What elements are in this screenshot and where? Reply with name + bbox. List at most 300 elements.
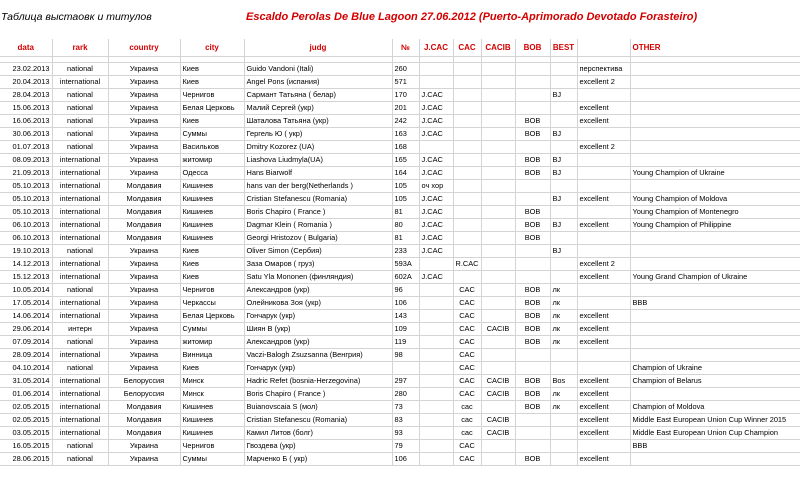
col-header-number[interactable]: № bbox=[392, 39, 419, 57]
cell-cac[interactable]: CAC bbox=[453, 440, 481, 453]
cell-date[interactable]: 30.06.2013 bbox=[0, 128, 52, 141]
cell-date[interactable]: 15.06.2013 bbox=[0, 102, 52, 115]
cell-other[interactable]: Middle East European Union Cup Winner 2015 bbox=[630, 414, 800, 427]
cell-cacib[interactable] bbox=[481, 362, 515, 375]
cell-jcac[interactable] bbox=[419, 401, 453, 414]
cell-other[interactable] bbox=[630, 232, 800, 245]
cell-judge[interactable]: hans van der berg(Netherlands ) bbox=[244, 180, 392, 193]
cell-date[interactable]: 20.04.2013 bbox=[0, 76, 52, 89]
cell-other[interactable]: BBB bbox=[630, 297, 800, 310]
cell-cacib[interactable] bbox=[481, 440, 515, 453]
cell-date[interactable]: 06.10.2013 bbox=[0, 232, 52, 245]
cell-cacib[interactable] bbox=[481, 310, 515, 323]
cell-grade[interactable]: excellent bbox=[577, 453, 630, 466]
cell-bob[interactable] bbox=[515, 245, 550, 258]
cell-country[interactable]: Украина bbox=[108, 154, 180, 167]
cell-date[interactable]: 02.05.2015 bbox=[0, 401, 52, 414]
cell-best[interactable]: BJ bbox=[550, 245, 577, 258]
cell-date[interactable]: 15.12.2013 bbox=[0, 271, 52, 284]
cell-bob[interactable]: BOB bbox=[515, 388, 550, 401]
cell-jcac[interactable]: J.CAC bbox=[419, 115, 453, 128]
cell-grade[interactable]: excellent 2 bbox=[577, 141, 630, 154]
cell-best[interactable] bbox=[550, 362, 577, 375]
cell-cacib[interactable] bbox=[481, 258, 515, 271]
cell-jcac[interactable] bbox=[419, 258, 453, 271]
cell-rank[interactable]: international bbox=[52, 167, 108, 180]
cell-cac[interactable] bbox=[453, 141, 481, 154]
cell-cac[interactable] bbox=[453, 89, 481, 102]
cell-rank[interactable]: international bbox=[52, 154, 108, 167]
cell-rank[interactable]: интерн bbox=[52, 323, 108, 336]
cell-other[interactable] bbox=[630, 115, 800, 128]
cell-number[interactable]: 593A bbox=[392, 258, 419, 271]
cell-bob[interactable]: BOB bbox=[515, 154, 550, 167]
cell-cacib[interactable]: CACIB bbox=[481, 427, 515, 440]
cell-country[interactable]: Молдавия bbox=[108, 232, 180, 245]
cell-date[interactable]: 14.06.2014 bbox=[0, 310, 52, 323]
cell-city[interactable]: Чернигов bbox=[180, 440, 244, 453]
col-header-judge[interactable]: judg bbox=[244, 39, 392, 57]
cell-best[interactable]: лк bbox=[550, 336, 577, 349]
cell-judge[interactable]: Камил Литов (болг) bbox=[244, 427, 392, 440]
cell-cacib[interactable] bbox=[481, 245, 515, 258]
cell-bob[interactable] bbox=[515, 76, 550, 89]
cell-bob[interactable] bbox=[515, 89, 550, 102]
cell-rank[interactable]: international bbox=[52, 401, 108, 414]
cell-judge[interactable]: Angel Pons (испания) bbox=[244, 76, 392, 89]
cell-judge[interactable]: Сармант Татьяна ( белар) bbox=[244, 89, 392, 102]
cell-country[interactable]: Белоруссия bbox=[108, 375, 180, 388]
col-header-best[interactable]: BEST bbox=[550, 39, 577, 57]
col-header-bob[interactable]: BOB bbox=[515, 39, 550, 57]
cell-city[interactable]: Суммы bbox=[180, 453, 244, 466]
cell-jcac[interactable] bbox=[419, 336, 453, 349]
cell-grade[interactable] bbox=[577, 284, 630, 297]
cell-bob[interactable]: BOB bbox=[515, 453, 550, 466]
cell-best[interactable]: BJ bbox=[550, 128, 577, 141]
cell-best[interactable]: лк bbox=[550, 284, 577, 297]
col-header-cac[interactable]: CAC bbox=[453, 39, 481, 57]
cell-rank[interactable]: national bbox=[52, 453, 108, 466]
cell-cacib[interactable] bbox=[481, 206, 515, 219]
cell-grade[interactable] bbox=[577, 362, 630, 375]
cell-number[interactable]: 81 bbox=[392, 206, 419, 219]
cell-city[interactable]: Суммы bbox=[180, 128, 244, 141]
cell-rank[interactable]: international bbox=[52, 349, 108, 362]
cell-jcac[interactable]: J.CAC bbox=[419, 154, 453, 167]
cell-cac[interactable]: CAC bbox=[453, 284, 481, 297]
cell-other[interactable] bbox=[630, 310, 800, 323]
cell-grade[interactable]: excellent bbox=[577, 102, 630, 115]
cell-best[interactable] bbox=[550, 141, 577, 154]
cell-city[interactable]: Белая Церковь bbox=[180, 310, 244, 323]
cell-grade[interactable]: excellent bbox=[577, 336, 630, 349]
cell-date[interactable]: 21.09.2013 bbox=[0, 167, 52, 180]
cell-bob[interactable] bbox=[515, 271, 550, 284]
cell-grade[interactable] bbox=[577, 232, 630, 245]
cell-other[interactable] bbox=[630, 180, 800, 193]
cell-date[interactable]: 19.10.2013 bbox=[0, 245, 52, 258]
cell-date[interactable]: 28.09.2014 bbox=[0, 349, 52, 362]
cell-country[interactable]: Украина bbox=[108, 349, 180, 362]
cell-other[interactable] bbox=[630, 349, 800, 362]
cell-number[interactable]: 201 bbox=[392, 102, 419, 115]
cell-grade[interactable]: excellent bbox=[577, 115, 630, 128]
cell-jcac[interactable] bbox=[419, 440, 453, 453]
cell-rank[interactable]: national bbox=[52, 63, 108, 76]
cell-judge[interactable]: Гергель Ю ( укр) bbox=[244, 128, 392, 141]
cell-other[interactable] bbox=[630, 336, 800, 349]
cell-rank[interactable]: international bbox=[52, 180, 108, 193]
cell-number[interactable]: 170 bbox=[392, 89, 419, 102]
cell-judge[interactable]: Guido Vandoni (Itali) bbox=[244, 63, 392, 76]
cell-best[interactable] bbox=[550, 427, 577, 440]
col-header-rank[interactable]: rark bbox=[52, 39, 108, 57]
cell-cacib[interactable] bbox=[481, 128, 515, 141]
cell-other[interactable] bbox=[630, 89, 800, 102]
cell-rank[interactable]: national bbox=[52, 362, 108, 375]
cell-cac[interactable]: сас bbox=[453, 427, 481, 440]
cell-grade[interactable]: excellent bbox=[577, 271, 630, 284]
col-header-jcac[interactable]: J.CAC bbox=[419, 39, 453, 57]
cell-rank[interactable]: national bbox=[52, 141, 108, 154]
cell-cac[interactable] bbox=[453, 193, 481, 206]
cell-cacib[interactable] bbox=[481, 154, 515, 167]
cell-cac[interactable] bbox=[453, 180, 481, 193]
cell-bob[interactable]: BOB bbox=[515, 297, 550, 310]
cell-country[interactable]: Украина bbox=[108, 141, 180, 154]
cell-grade[interactable] bbox=[577, 180, 630, 193]
cell-cacib[interactable] bbox=[481, 115, 515, 128]
cell-other[interactable] bbox=[630, 63, 800, 76]
cell-bob[interactable]: BOB bbox=[515, 232, 550, 245]
cell-other[interactable]: Young Champion of Philippine bbox=[630, 219, 800, 232]
cell-judge[interactable]: Малий Сергей (укр) bbox=[244, 102, 392, 115]
col-header-other[interactable]: OTHER bbox=[630, 39, 800, 57]
cell-rank[interactable]: international bbox=[52, 414, 108, 427]
cell-best[interactable] bbox=[550, 206, 577, 219]
cell-cac[interactable] bbox=[453, 102, 481, 115]
cell-city[interactable]: житомир bbox=[180, 336, 244, 349]
cell-number[interactable]: 93 bbox=[392, 427, 419, 440]
col-header-country[interactable]: country bbox=[108, 39, 180, 57]
cell-other[interactable]: BBB bbox=[630, 440, 800, 453]
cell-country[interactable]: Украина bbox=[108, 323, 180, 336]
cell-other[interactable]: Young Champion of Montenegro bbox=[630, 206, 800, 219]
cell-country[interactable]: Молдавия bbox=[108, 180, 180, 193]
cell-best[interactable] bbox=[550, 349, 577, 362]
cell-cacib[interactable] bbox=[481, 102, 515, 115]
cell-country[interactable]: Украина bbox=[108, 245, 180, 258]
cell-date[interactable]: 14.12.2013 bbox=[0, 258, 52, 271]
cell-judge[interactable]: Марченко Б ( укр) bbox=[244, 453, 392, 466]
cell-grade[interactable] bbox=[577, 245, 630, 258]
cell-jcac[interactable] bbox=[419, 76, 453, 89]
cell-best[interactable] bbox=[550, 271, 577, 284]
cell-cac[interactable]: CAC bbox=[453, 388, 481, 401]
cell-country[interactable]: Молдавия bbox=[108, 193, 180, 206]
cell-cacib[interactable] bbox=[481, 349, 515, 362]
col-header-city[interactable]: city bbox=[180, 39, 244, 57]
cell-country[interactable]: Украина bbox=[108, 258, 180, 271]
cell-number[interactable]: 163 bbox=[392, 128, 419, 141]
cell-bob[interactable] bbox=[515, 193, 550, 206]
cell-jcac[interactable]: J.CAC bbox=[419, 219, 453, 232]
cell-best[interactable]: лк bbox=[550, 310, 577, 323]
cell-jcac[interactable]: J.CAC bbox=[419, 128, 453, 141]
cell-date[interactable]: 16.06.2013 bbox=[0, 115, 52, 128]
cell-judge[interactable]: Satu Yla Mononen (финляндия) bbox=[244, 271, 392, 284]
cell-city[interactable]: Кишинев bbox=[180, 414, 244, 427]
cell-bob[interactable] bbox=[515, 141, 550, 154]
cell-country[interactable]: Украина bbox=[108, 362, 180, 375]
cell-cacib[interactable] bbox=[481, 297, 515, 310]
cell-jcac[interactable] bbox=[419, 349, 453, 362]
cell-grade[interactable] bbox=[577, 89, 630, 102]
cell-date[interactable]: 17.05.2014 bbox=[0, 297, 52, 310]
cell-cac[interactable]: CAC bbox=[453, 453, 481, 466]
cell-city[interactable]: Киев bbox=[180, 63, 244, 76]
cell-best[interactable]: лк bbox=[550, 388, 577, 401]
cell-city[interactable]: Белая Церковь bbox=[180, 102, 244, 115]
cell-number[interactable] bbox=[392, 362, 419, 375]
cell-number[interactable]: 106 bbox=[392, 453, 419, 466]
cell-other[interactable] bbox=[630, 258, 800, 271]
cell-number[interactable]: 105 bbox=[392, 193, 419, 206]
cell-bob[interactable]: BOB bbox=[515, 128, 550, 141]
cell-number[interactable]: 109 bbox=[392, 323, 419, 336]
cell-bob[interactable] bbox=[515, 63, 550, 76]
cell-judge[interactable]: Hadric Refet (bosnia-Herzegovina) bbox=[244, 375, 392, 388]
cell-cac[interactable]: CAC bbox=[453, 349, 481, 362]
cell-city[interactable]: Минск bbox=[180, 375, 244, 388]
cell-date[interactable]: 23.02.2013 bbox=[0, 63, 52, 76]
cell-grade[interactable]: excellent bbox=[577, 414, 630, 427]
cell-jcac[interactable]: J.CAC bbox=[419, 193, 453, 206]
cell-judge[interactable]: Гвоздева (укр) bbox=[244, 440, 392, 453]
cell-bob[interactable]: BOB bbox=[515, 206, 550, 219]
cell-date[interactable]: 05.10.2013 bbox=[0, 180, 52, 193]
cell-date[interactable]: 29.06.2014 bbox=[0, 323, 52, 336]
cell-jcac[interactable]: J.CAC bbox=[419, 232, 453, 245]
cell-best[interactable] bbox=[550, 76, 577, 89]
cell-grade[interactable] bbox=[577, 440, 630, 453]
cell-other[interactable]: Champion of Ukraine bbox=[630, 362, 800, 375]
cell-grade[interactable] bbox=[577, 167, 630, 180]
cell-jcac[interactable] bbox=[419, 323, 453, 336]
cell-cac[interactable] bbox=[453, 167, 481, 180]
cell-cacib[interactable]: CACIB bbox=[481, 323, 515, 336]
cell-best[interactable] bbox=[550, 440, 577, 453]
cell-number[interactable]: 83 bbox=[392, 414, 419, 427]
cell-jcac[interactable]: J.CAC bbox=[419, 102, 453, 115]
cell-jcac[interactable] bbox=[419, 141, 453, 154]
cell-rank[interactable]: international bbox=[52, 219, 108, 232]
cell-grade[interactable] bbox=[577, 206, 630, 219]
cell-date[interactable]: 28.04.2013 bbox=[0, 89, 52, 102]
cell-grade[interactable]: excellent bbox=[577, 219, 630, 232]
cell-jcac[interactable]: J.CAC bbox=[419, 271, 453, 284]
cell-cacib[interactable] bbox=[481, 180, 515, 193]
cell-best[interactable]: BJ bbox=[550, 89, 577, 102]
cell-number[interactable]: 106 bbox=[392, 297, 419, 310]
cell-number[interactable]: 168 bbox=[392, 141, 419, 154]
cell-cac[interactable] bbox=[453, 271, 481, 284]
cell-cacib[interactable] bbox=[481, 141, 515, 154]
cell-cac[interactable]: CAC bbox=[453, 297, 481, 310]
cell-cacib[interactable] bbox=[481, 193, 515, 206]
cell-number[interactable]: 80 bbox=[392, 219, 419, 232]
cell-other[interactable]: Young Champion of Ukraine bbox=[630, 167, 800, 180]
cell-country[interactable]: Украина bbox=[108, 76, 180, 89]
cell-grade[interactable]: excellent bbox=[577, 193, 630, 206]
cell-date[interactable]: 10.05.2014 bbox=[0, 284, 52, 297]
cell-other[interactable] bbox=[630, 76, 800, 89]
cell-number[interactable]: 571 bbox=[392, 76, 419, 89]
cell-grade[interactable]: excellent bbox=[577, 388, 630, 401]
cell-bob[interactable]: BOB bbox=[515, 310, 550, 323]
cell-other[interactable]: Middle East European Union Cup Champion bbox=[630, 427, 800, 440]
cell-number[interactable]: 143 bbox=[392, 310, 419, 323]
cell-cacib[interactable]: CACIB bbox=[481, 375, 515, 388]
cell-best[interactable]: лк bbox=[550, 401, 577, 414]
cell-jcac[interactable] bbox=[419, 63, 453, 76]
cell-city[interactable]: Киев bbox=[180, 245, 244, 258]
cell-cac[interactable]: сас bbox=[453, 401, 481, 414]
cell-judge[interactable]: Александров (укр) bbox=[244, 336, 392, 349]
cell-bob[interactable] bbox=[515, 414, 550, 427]
cell-best[interactable] bbox=[550, 102, 577, 115]
cell-cac[interactable]: CAC bbox=[453, 375, 481, 388]
cell-country[interactable]: Молдавия bbox=[108, 427, 180, 440]
cell-city[interactable]: Киев bbox=[180, 271, 244, 284]
cell-judge[interactable]: Заза Омаров ( груз) bbox=[244, 258, 392, 271]
cell-judge[interactable]: Cristian Stefanescu (Romania) bbox=[244, 414, 392, 427]
cell-jcac[interactable] bbox=[419, 310, 453, 323]
cell-judge[interactable]: Александров (укр) bbox=[244, 284, 392, 297]
cell-date[interactable]: 08.09.2013 bbox=[0, 154, 52, 167]
cell-cac[interactable] bbox=[453, 63, 481, 76]
cell-grade[interactable]: excellent 2 bbox=[577, 76, 630, 89]
cell-cac[interactable]: R.CAC bbox=[453, 258, 481, 271]
cell-judge[interactable]: Гончарук (укр) bbox=[244, 362, 392, 375]
cell-cac[interactable] bbox=[453, 219, 481, 232]
cell-bob[interactable] bbox=[515, 440, 550, 453]
cell-number[interactable]: 105 bbox=[392, 180, 419, 193]
cell-jcac[interactable]: J.CAC bbox=[419, 89, 453, 102]
cell-jcac[interactable]: J.CAC bbox=[419, 206, 453, 219]
cell-city[interactable]: Кишинев bbox=[180, 180, 244, 193]
cell-grade[interactable]: excellent bbox=[577, 310, 630, 323]
cell-rank[interactable]: international bbox=[52, 310, 108, 323]
cell-other[interactable] bbox=[630, 284, 800, 297]
cell-country[interactable]: Молдавия bbox=[108, 206, 180, 219]
cell-other[interactable] bbox=[630, 141, 800, 154]
cell-date[interactable]: 16.05.2015 bbox=[0, 440, 52, 453]
cell-judge[interactable]: Boris Chapiro ( France ) bbox=[244, 388, 392, 401]
cell-cac[interactable]: CAC bbox=[453, 336, 481, 349]
cell-cac[interactable] bbox=[453, 115, 481, 128]
cell-cacib[interactable] bbox=[481, 76, 515, 89]
cell-city[interactable]: Минск bbox=[180, 388, 244, 401]
cell-cac[interactable]: CAC bbox=[453, 362, 481, 375]
cell-grade[interactable] bbox=[577, 154, 630, 167]
cell-cacib[interactable] bbox=[481, 167, 515, 180]
cell-cac[interactable]: CAC bbox=[453, 323, 481, 336]
cell-other[interactable] bbox=[630, 102, 800, 115]
cell-city[interactable]: Киев bbox=[180, 362, 244, 375]
cell-bob[interactable] bbox=[515, 362, 550, 375]
cell-cac[interactable] bbox=[453, 128, 481, 141]
col-header-date[interactable]: data bbox=[0, 39, 52, 57]
cell-bob[interactable]: BOB bbox=[515, 115, 550, 128]
cell-bob[interactable]: BOB bbox=[515, 167, 550, 180]
cell-country[interactable]: Украина bbox=[108, 115, 180, 128]
cell-cacib[interactable] bbox=[481, 232, 515, 245]
cell-cacib[interactable] bbox=[481, 63, 515, 76]
cell-bob[interactable] bbox=[515, 258, 550, 271]
cell-rank[interactable]: national bbox=[52, 128, 108, 141]
cell-country[interactable]: Украина bbox=[108, 167, 180, 180]
cell-other[interactable]: Champion of Moldova bbox=[630, 401, 800, 414]
cell-grade[interactable]: excellent bbox=[577, 401, 630, 414]
cell-cac[interactable] bbox=[453, 154, 481, 167]
cell-number[interactable]: 81 bbox=[392, 232, 419, 245]
cell-country[interactable]: Украина bbox=[108, 310, 180, 323]
cell-country[interactable]: Украина bbox=[108, 336, 180, 349]
cell-number[interactable]: 98 bbox=[392, 349, 419, 362]
cell-judge[interactable]: Шиян В (укр) bbox=[244, 323, 392, 336]
cell-cac[interactable] bbox=[453, 232, 481, 245]
cell-judge[interactable]: Гончарук (укр) bbox=[244, 310, 392, 323]
cell-cac[interactable] bbox=[453, 206, 481, 219]
cell-city[interactable]: Чернигов bbox=[180, 89, 244, 102]
cell-number[interactable]: 165 bbox=[392, 154, 419, 167]
cell-date[interactable]: 05.10.2013 bbox=[0, 206, 52, 219]
cell-bob[interactable]: BOB bbox=[515, 323, 550, 336]
cell-other[interactable] bbox=[630, 128, 800, 141]
cell-number[interactable]: 164 bbox=[392, 167, 419, 180]
cell-bob[interactable]: BOB bbox=[515, 375, 550, 388]
cell-bob[interactable]: BOB bbox=[515, 219, 550, 232]
cell-judge[interactable]: Hans Biarwolf bbox=[244, 167, 392, 180]
cell-country[interactable]: Белоруссия bbox=[108, 388, 180, 401]
cell-bob[interactable]: BOB bbox=[515, 401, 550, 414]
cell-date[interactable]: 28.06.2015 bbox=[0, 453, 52, 466]
cell-judge[interactable]: Dagmar Klein ( Romania ) bbox=[244, 219, 392, 232]
cell-rank[interactable]: national bbox=[52, 115, 108, 128]
cell-city[interactable]: Чернигов bbox=[180, 284, 244, 297]
cell-judge[interactable]: Vaczi-Balogh Zsuzsanna (Венгрия) bbox=[244, 349, 392, 362]
cell-city[interactable]: Васильков bbox=[180, 141, 244, 154]
cell-date[interactable]: 02.05.2015 bbox=[0, 414, 52, 427]
cell-other[interactable] bbox=[630, 323, 800, 336]
cell-date[interactable]: 06.10.2013 bbox=[0, 219, 52, 232]
cell-cacib[interactable] bbox=[481, 284, 515, 297]
cell-number[interactable]: 242 bbox=[392, 115, 419, 128]
cell-jcac[interactable] bbox=[419, 427, 453, 440]
cell-cacib[interactable]: CACIB bbox=[481, 414, 515, 427]
cell-rank[interactable]: international bbox=[52, 297, 108, 310]
cell-rank[interactable]: national bbox=[52, 336, 108, 349]
cell-date[interactable]: 01.07.2013 bbox=[0, 141, 52, 154]
cell-rank[interactable]: international bbox=[52, 258, 108, 271]
cell-country[interactable]: Украина bbox=[108, 89, 180, 102]
cell-grade[interactable]: excellent bbox=[577, 427, 630, 440]
cell-bob[interactable]: BOB bbox=[515, 336, 550, 349]
cell-rank[interactable]: international bbox=[52, 271, 108, 284]
cell-date[interactable]: 04.10.2014 bbox=[0, 362, 52, 375]
